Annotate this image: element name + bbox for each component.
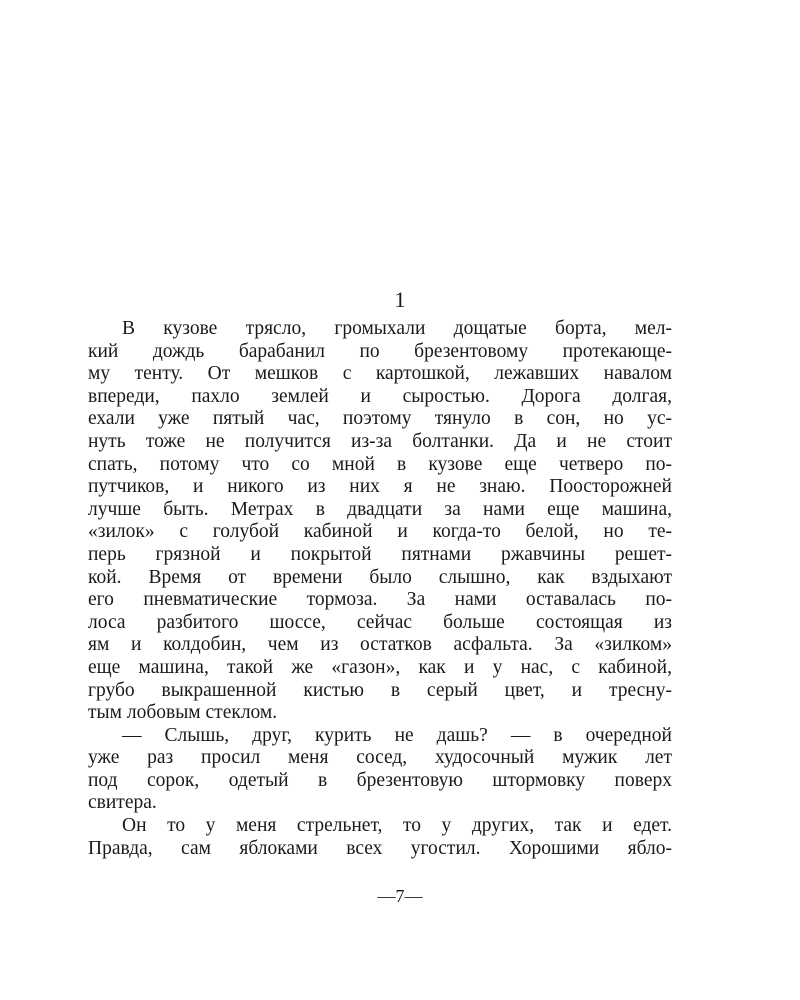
text-line: В кузове трясло, громыхали дощатые борта, мел- [122, 318, 672, 339]
paragraph [88, 815, 672, 860]
text-line: Он то у меня стрельнет, то у других, так и едет. [122, 815, 672, 837]
text-line: грубо выкрашенной кистью в серый цвет, и тресну- [88, 679, 672, 701]
text-line: путчиков, и никого из них я не знаю. Поосторожней [88, 476, 672, 498]
text-line: под сорок, одетый в брезентовую штормовку поверх [88, 769, 672, 791]
paragraph [88, 318, 672, 725]
text-line: впереди, пахло землей и сыростью. Дорога долгая, [88, 385, 672, 407]
chapter-number: 1 [394, 287, 406, 312]
text-line: его пневматические тормоза. За нами оставалась по- [88, 589, 672, 611]
text-line: ехали уже пятый час, поэтому тянуло в сон, но ус- [88, 408, 672, 430]
text-line: кий дождь барабанил по брезентовому протекающе- [88, 340, 672, 362]
text-line: еще машина, такой же «газон», как и у нас, с кабиной, [88, 656, 672, 678]
text-line: «зилок» с голубой кабиной и когда-то белой, но те- [88, 521, 672, 543]
text-line: спать, потому что со мной в кузове еще четверо по- [88, 453, 672, 475]
text-line: нуть тоже не получится из-за болтанки. Да и не стоит [88, 430, 672, 452]
text-line: ям и колдобин, чем из остатков асфальта. За «зилком» [88, 634, 672, 656]
text-line: кой. Время от времени было слышно, как вздыхают [88, 566, 672, 588]
text-line: лучше быть. Метрах в двадцати за нами еще машина, [88, 498, 672, 520]
paragraph [88, 725, 672, 815]
text-line: Правда, сам яблоками всех угостил. Хорошими ябло- [88, 837, 672, 859]
text-line: свитера. [88, 792, 157, 814]
body-text [88, 318, 672, 860]
text-line: тым лобовым стеклом. [88, 702, 278, 724]
text-line: лоса разбитого шоссе, сейчас больше состоящая из [88, 611, 672, 633]
text-line: му тенту. От мешков с картошкой, лежавших навалом [88, 363, 672, 385]
text-line: уже раз просил меня сосед, худосочный мужик лет [88, 747, 672, 769]
text-line: перь грязной и покрытой пятнами ржавчины решет- [88, 543, 672, 565]
text-line: — Слышь, друг, курить не дашь? — в очередной [122, 724, 672, 746]
page-number: —7— [377, 886, 423, 906]
